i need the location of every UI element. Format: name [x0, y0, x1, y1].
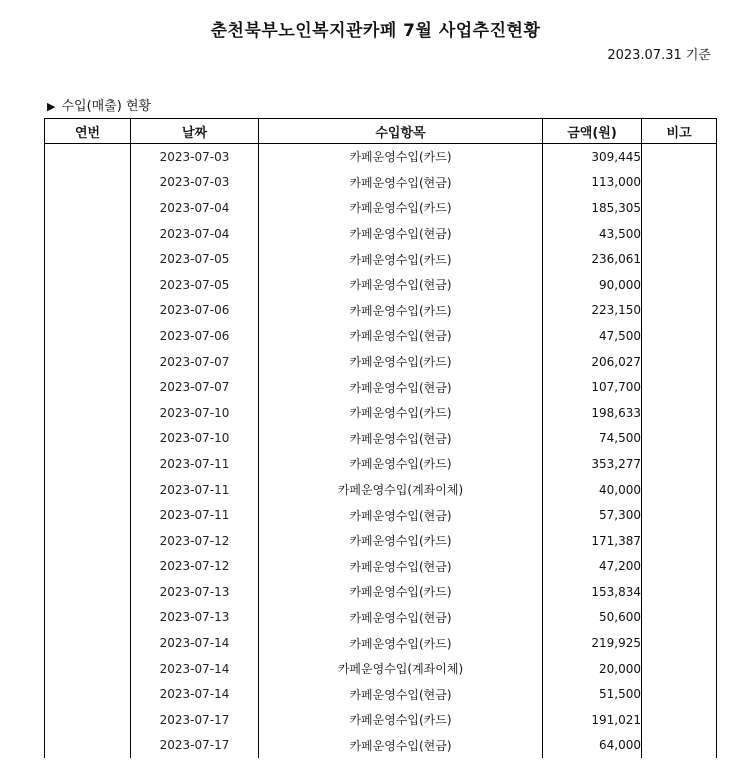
income-item-cell: 카페운영수입(카드) — [259, 707, 543, 733]
reference-date: 2023.07.31 기준 — [607, 48, 711, 63]
date-cell: 2023-07-05 — [131, 272, 259, 298]
row-number-cell — [45, 170, 131, 196]
income-item-cell: 카페운영수입(카드) — [259, 195, 543, 221]
amount-cell: 191,021 — [543, 707, 642, 733]
income-item-cell: 카페운영수입(현금) — [259, 502, 543, 528]
note-cell — [642, 298, 717, 324]
note-cell — [642, 246, 717, 272]
income-item-cell: 카페운영수입(현금) — [259, 374, 543, 400]
date-cell: 2023-07-13 — [131, 605, 259, 631]
income-item-cell: 카페운영수입(현금) — [259, 605, 543, 631]
row-number-cell — [45, 374, 131, 400]
note-cell — [642, 579, 717, 605]
note-cell — [642, 630, 717, 656]
table-row — [45, 656, 717, 682]
table-row — [45, 630, 717, 656]
amount-cell: 219,925 — [543, 630, 642, 656]
income-item-cell: 카페운영수입(카드) — [259, 630, 543, 656]
note-cell — [642, 528, 717, 554]
header-item: 수입항목 — [259, 119, 543, 144]
income-item-cell: 카페운영수입(계좌이체) — [259, 656, 543, 682]
amount-cell: 185,305 — [543, 195, 642, 221]
income-item-cell: 카페운영수입(카드) — [259, 579, 543, 605]
date-cell: 2023-07-07 — [131, 374, 259, 400]
table-row — [45, 246, 717, 272]
date-cell: 2023-07-17 — [131, 707, 259, 733]
row-number-cell — [45, 554, 131, 580]
amount-cell: 223,150 — [543, 298, 642, 324]
table-row — [45, 477, 717, 503]
amount-cell: 20,000 — [543, 656, 642, 682]
table-row — [45, 426, 717, 452]
date-cell: 2023-07-10 — [131, 426, 259, 452]
row-number-cell — [45, 528, 131, 554]
table-body — [45, 144, 717, 759]
note-cell — [642, 733, 717, 759]
income-item-cell: 카페운영수입(현금) — [259, 426, 543, 452]
table-row — [45, 502, 717, 528]
income-item-cell: 카페운영수입(카드) — [259, 528, 543, 554]
note-cell — [642, 400, 717, 426]
income-item-cell: 카페운영수입(현금) — [259, 170, 543, 196]
note-cell — [642, 195, 717, 221]
amount-cell: 309,445 — [543, 144, 642, 170]
table-row — [45, 579, 717, 605]
amount-cell: 50,600 — [543, 605, 642, 631]
row-number-cell — [45, 656, 131, 682]
income-item-cell: 카페운영수입(현금) — [259, 323, 543, 349]
date-cell: 2023-07-12 — [131, 554, 259, 580]
amount-cell: 43,500 — [543, 221, 642, 247]
table-row — [45, 451, 717, 477]
income-item-cell: 카페운영수입(현금) — [259, 554, 543, 580]
table-row — [45, 528, 717, 554]
income-item-cell: 카페운영수입(현금) — [259, 681, 543, 707]
amount-cell: 40,000 — [543, 477, 642, 503]
amount-cell: 51,500 — [543, 681, 642, 707]
date-cell: 2023-07-03 — [131, 170, 259, 196]
row-number-cell — [45, 605, 131, 631]
row-number-cell — [45, 733, 131, 759]
note-cell — [642, 502, 717, 528]
income-item-cell: 카페운영수입(카드) — [259, 298, 543, 324]
header-date: 날짜 — [131, 119, 259, 144]
amount-cell: 47,500 — [543, 323, 642, 349]
triangle-bullet-icon: ▶ — [47, 100, 56, 113]
date-cell: 2023-07-11 — [131, 451, 259, 477]
table-row — [45, 605, 717, 631]
date-cell: 2023-07-14 — [131, 656, 259, 682]
section-title: 수입(매출) 현황 — [61, 99, 152, 114]
income-item-cell: 카페운영수입(현금) — [259, 272, 543, 298]
income-table — [44, 118, 717, 758]
row-number-cell — [45, 451, 131, 477]
amount-cell: 236,061 — [543, 246, 642, 272]
note-cell — [642, 605, 717, 631]
amount-cell: 206,027 — [543, 349, 642, 375]
note-cell — [642, 477, 717, 503]
header-amount: 금액(원) — [543, 119, 642, 144]
note-cell — [642, 221, 717, 247]
row-number-cell — [45, 298, 131, 324]
row-number-cell — [45, 323, 131, 349]
table-row — [45, 374, 717, 400]
note-cell — [642, 272, 717, 298]
row-number-cell — [45, 426, 131, 452]
table-row — [45, 681, 717, 707]
table-row — [45, 221, 717, 247]
date-cell: 2023-07-03 — [131, 144, 259, 170]
income-item-cell: 카페운영수입(카드) — [259, 400, 543, 426]
note-cell — [642, 707, 717, 733]
note-cell — [642, 144, 717, 170]
row-number-cell — [45, 579, 131, 605]
amount-cell: 90,000 — [543, 272, 642, 298]
date-cell: 2023-07-17 — [131, 733, 259, 759]
income-item-cell: 카페운영수입(카드) — [259, 246, 543, 272]
row-number-cell — [45, 477, 131, 503]
note-cell — [642, 681, 717, 707]
note-cell — [642, 323, 717, 349]
section-heading — [47, 95, 151, 114]
table-row — [45, 170, 717, 196]
date-cell: 2023-07-10 — [131, 400, 259, 426]
header-no: 연번 — [45, 119, 131, 144]
amount-cell: 353,277 — [543, 451, 642, 477]
row-number-cell — [45, 630, 131, 656]
date-cell: 2023-07-05 — [131, 246, 259, 272]
income-item-cell: 카페운영수입(카드) — [259, 144, 543, 170]
row-number-cell — [45, 349, 131, 375]
date-cell: 2023-07-14 — [131, 630, 259, 656]
header-note: 비고 — [642, 119, 717, 144]
table-row — [45, 323, 717, 349]
income-item-cell: 카페운영수입(카드) — [259, 349, 543, 375]
date-cell: 2023-07-11 — [131, 477, 259, 503]
income-item-cell: 카페운영수입(현금) — [259, 733, 543, 759]
table-row — [45, 272, 717, 298]
income-item-cell: 카페운영수입(카드) — [259, 451, 543, 477]
date-cell: 2023-07-11 — [131, 502, 259, 528]
row-number-cell — [45, 272, 131, 298]
date-cell: 2023-07-04 — [131, 195, 259, 221]
note-cell — [642, 554, 717, 580]
row-number-cell — [45, 195, 131, 221]
row-number-cell — [45, 144, 131, 170]
note-cell — [642, 451, 717, 477]
note-cell — [642, 349, 717, 375]
amount-cell: 47,200 — [543, 554, 642, 580]
table-header-row — [45, 119, 717, 144]
table-row — [45, 400, 717, 426]
table-row — [45, 298, 717, 324]
amount-cell: 107,700 — [543, 374, 642, 400]
table-row — [45, 195, 717, 221]
income-item-cell: 카페운영수입(현금) — [259, 221, 543, 247]
table-row — [45, 707, 717, 733]
amount-cell: 113,000 — [543, 170, 642, 196]
date-cell: 2023-07-13 — [131, 579, 259, 605]
note-cell — [642, 426, 717, 452]
row-number-cell — [45, 221, 131, 247]
income-item-cell: 카페운영수입(계좌이체) — [259, 477, 543, 503]
table-row — [45, 554, 717, 580]
date-cell: 2023-07-06 — [131, 323, 259, 349]
table-row — [45, 733, 717, 759]
row-number-cell — [45, 707, 131, 733]
date-cell: 2023-07-14 — [131, 681, 259, 707]
amount-cell: 153,834 — [543, 579, 642, 605]
amount-cell: 57,300 — [543, 502, 642, 528]
note-cell — [642, 656, 717, 682]
table-row — [45, 144, 717, 170]
date-cell: 2023-07-12 — [131, 528, 259, 554]
amount-cell: 74,500 — [543, 426, 642, 452]
amount-cell: 171,387 — [543, 528, 642, 554]
date-cell: 2023-07-04 — [131, 221, 259, 247]
document-title: 춘천북부노인복지관카페 7월 사업추진현황 — [210, 21, 541, 41]
row-number-cell — [45, 400, 131, 426]
table-row — [45, 349, 717, 375]
row-number-cell — [45, 681, 131, 707]
row-number-cell — [45, 246, 131, 272]
row-number-cell — [45, 502, 131, 528]
amount-cell: 198,633 — [543, 400, 642, 426]
date-cell: 2023-07-06 — [131, 298, 259, 324]
note-cell — [642, 170, 717, 196]
amount-cell: 64,000 — [543, 733, 642, 759]
date-cell: 2023-07-07 — [131, 349, 259, 375]
note-cell — [642, 374, 717, 400]
